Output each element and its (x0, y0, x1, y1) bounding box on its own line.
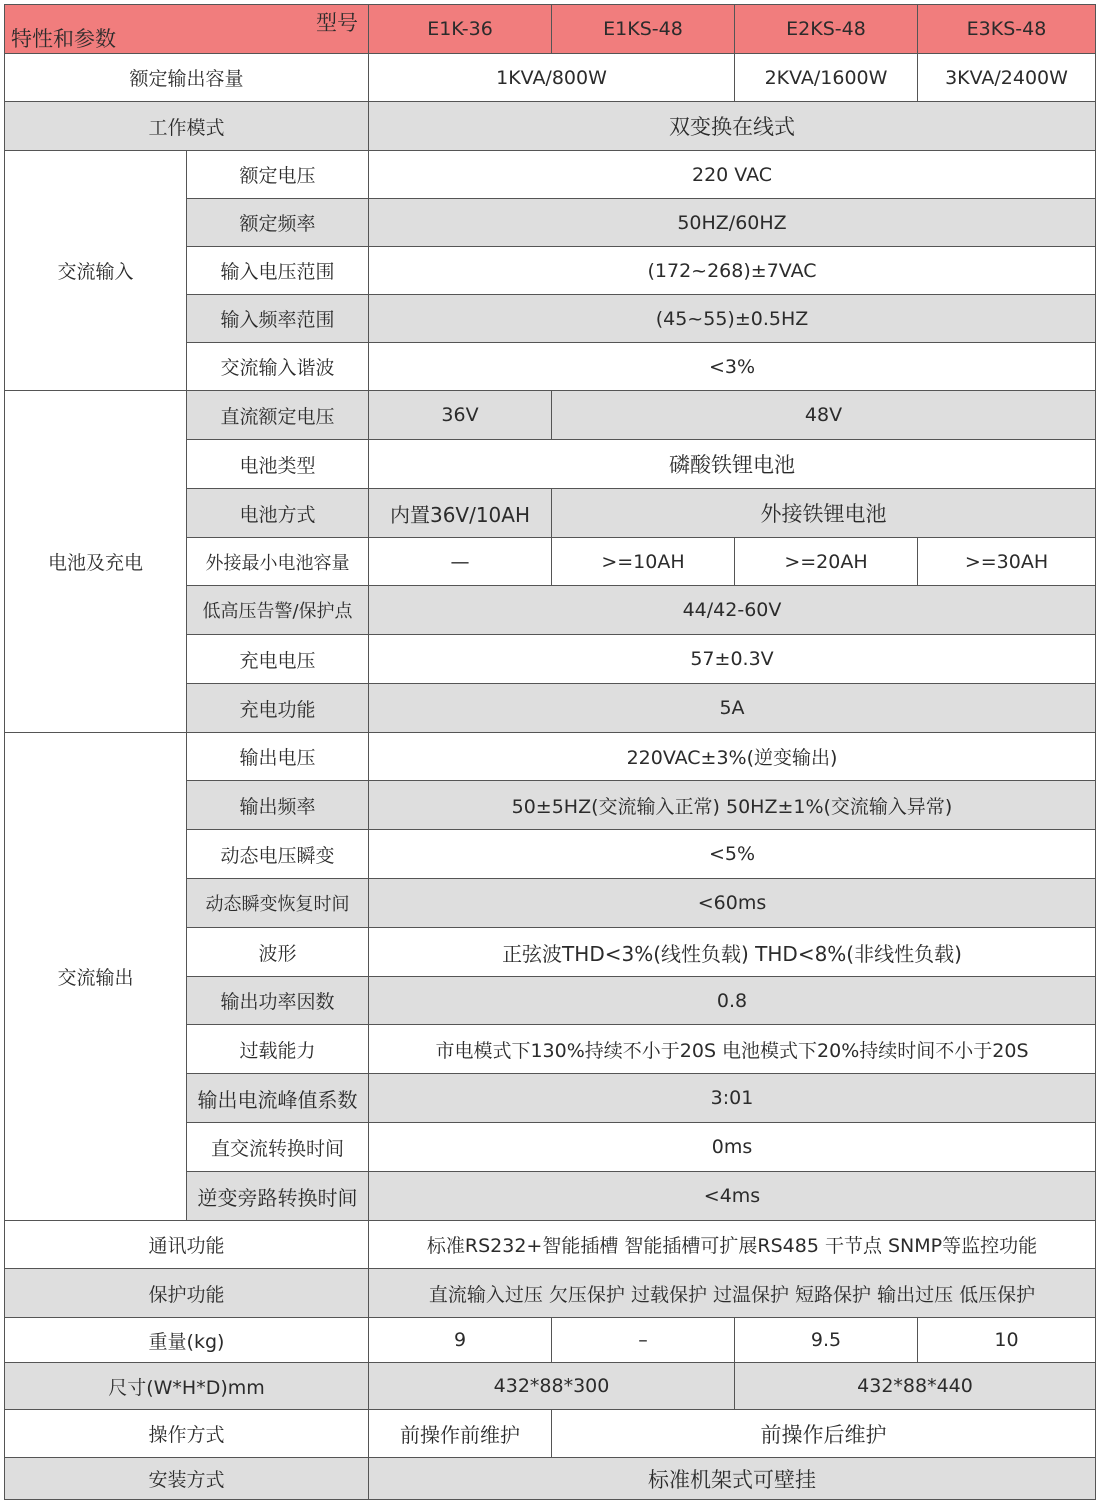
group-label-ac-input: 交流输入 (5, 151, 187, 391)
row-label: 外接最小电池容量 (187, 538, 369, 586)
cell-value: 双变换在线式 (369, 102, 1096, 151)
cell-value: 0ms (369, 1123, 1096, 1172)
cell-value: 前操作前维护 (369, 1410, 552, 1458)
model-e3ks-48: E3KS-48 (918, 5, 1096, 54)
row-label: 波形 (187, 928, 369, 977)
header-row (5, 5, 1096, 54)
group-label-battery: 电池及充电 (5, 391, 187, 733)
cell-value: 57±0.3V (369, 635, 1096, 684)
row-label: 电池方式 (187, 489, 369, 538)
row-label: 尺寸(W*H*D)mm (5, 1363, 369, 1410)
cell-value: 50±5HZ(交流输入正常) 50HZ±1%(交流输入异常) (369, 781, 1096, 830)
model-e1ks-48: E1KS-48 (552, 5, 735, 54)
cell-value: 36V (369, 391, 552, 440)
row-label: 额定频率 (187, 199, 369, 247)
cell-value: 10 (918, 1318, 1096, 1363)
cell-value: 220 VAC (369, 151, 1096, 199)
params-label: 特性和参数 (11, 27, 116, 51)
cell-value: 前操作后维护 (552, 1410, 1096, 1458)
cell-value: <5% (369, 830, 1096, 879)
cell-value: 直流输入过压 欠压保护 过载保护 过温保护 短路保护 输出过压 低压保护 (369, 1269, 1096, 1318)
table-row (5, 1363, 1096, 1410)
table-row (5, 151, 1096, 199)
cell-value: <60ms (369, 879, 1096, 928)
row-label: 直交流转换时间 (187, 1123, 369, 1172)
row-label: 额定电压 (187, 151, 369, 199)
cell-value: 标准RS232+智能插槽 智能插槽可扩展RS485 干节点 SNMP等监控功能 (369, 1221, 1096, 1269)
model-e1k-36: E1K-36 (369, 5, 552, 54)
row-label: 充电功能 (187, 684, 369, 733)
row-label: 输出功率因数 (187, 977, 369, 1025)
table-row (5, 1221, 1096, 1269)
cell-value: >=20AH (735, 538, 918, 586)
header-corner (5, 5, 369, 54)
cell-value: (172~268)±7VAC (369, 247, 1096, 295)
cell-value: 432*88*300 (369, 1363, 735, 1410)
cell-value: 9.5 (735, 1318, 918, 1363)
cell-value: >=30AH (918, 538, 1096, 586)
row-label: 输入频率范围 (187, 295, 369, 343)
row-label: 动态瞬变恢复时间 (187, 879, 369, 928)
row-label: 额定输出容量 (5, 54, 369, 102)
row-label: 输出电流峰值系数 (187, 1074, 369, 1123)
row-label: 输入电压范围 (187, 247, 369, 295)
row-label: 重量(kg) (5, 1318, 369, 1363)
cell-value: – (552, 1318, 735, 1363)
cell-value: 44/42-60V (369, 586, 1096, 635)
table-row (5, 1458, 1096, 1500)
row-label: 工作模式 (5, 102, 369, 151)
row-label: 安装方式 (5, 1458, 369, 1500)
row-label: 直流额定电压 (187, 391, 369, 440)
cell-value: 0.8 (369, 977, 1096, 1025)
table-row (5, 54, 1096, 102)
cell-value: 50HZ/60HZ (369, 199, 1096, 247)
cell-value: 9 (369, 1318, 552, 1363)
cell-value: 3KVA/2400W (918, 54, 1096, 102)
cell-value: 市电模式下130%持续不小于20S 电池模式下20%持续时间不小于20S (369, 1025, 1096, 1074)
cell-value: 432*88*440 (735, 1363, 1096, 1410)
table-row (5, 391, 1096, 440)
cell-value: 5A (369, 684, 1096, 733)
model-e2ks-48: E2KS-48 (735, 5, 918, 54)
spec-table (4, 4, 1096, 1500)
cell-value: 标准机架式可壁挂 (369, 1458, 1096, 1500)
table-row (5, 1318, 1096, 1363)
cell-value: >=10AH (552, 538, 735, 586)
cell-value: 220VAC±3%(逆变输出) (369, 733, 1096, 781)
row-label: 保护功能 (5, 1269, 369, 1318)
row-label: 过载能力 (187, 1025, 369, 1074)
cell-value: 内置36V/10AH (369, 489, 552, 538)
row-label: 充电电压 (187, 635, 369, 684)
cell-value: 外接铁锂电池 (552, 489, 1096, 538)
table-row (5, 733, 1096, 781)
cell-value: 正弦波THD<3%(线性负载) THD<8%(非线性负载) (369, 928, 1096, 977)
table-row (5, 102, 1096, 151)
row-label: 交流输入谐波 (187, 343, 369, 391)
model-label: 型号 (316, 11, 358, 35)
table-row (5, 1269, 1096, 1318)
table-row (5, 1410, 1096, 1458)
cell-value: (45~55)±0.5HZ (369, 295, 1096, 343)
row-label: 电池类型 (187, 440, 369, 489)
row-label: 逆变旁路转换时间 (187, 1172, 369, 1221)
group-label-ac-output: 交流输出 (5, 733, 187, 1221)
row-label: 操作方式 (5, 1410, 369, 1458)
row-label: 输出电压 (187, 733, 369, 781)
row-label: 低高压告警/保护点 (187, 586, 369, 635)
cell-value: <3% (369, 343, 1096, 391)
cell-value: 1KVA/800W (369, 54, 735, 102)
row-label: 通讯功能 (5, 1221, 369, 1269)
row-label: 动态电压瞬变 (187, 830, 369, 879)
cell-value: <4ms (369, 1172, 1096, 1221)
cell-value: 2KVA/1600W (735, 54, 918, 102)
cell-value: 磷酸铁锂电池 (369, 440, 1096, 489)
row-label: 输出频率 (187, 781, 369, 830)
cell-value: 3:01 (369, 1074, 1096, 1123)
cell-value: — (369, 538, 552, 586)
cell-value: 48V (552, 391, 1096, 440)
